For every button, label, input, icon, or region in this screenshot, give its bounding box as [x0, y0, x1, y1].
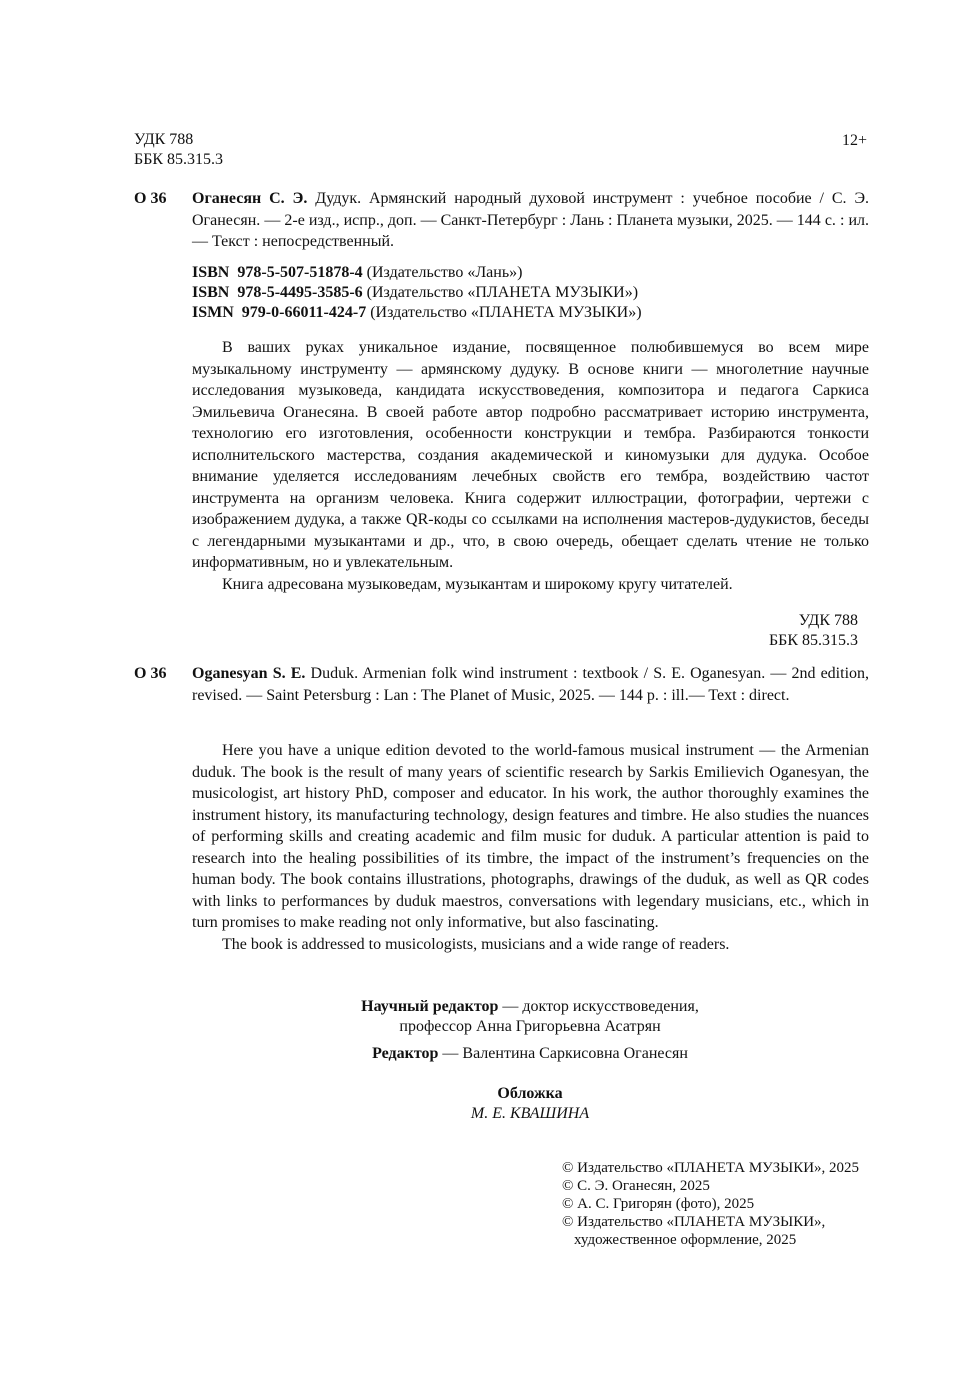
scientific-editor: Научный редактор — доктор искусствоведения,: [361, 998, 699, 1015]
editorial-credits: [330, 997, 730, 1064]
cover-credit: [330, 1084, 730, 1124]
copyright-line: © Издательство «ПЛАНЕТА МУЗЫКИ», 2025: [562, 1160, 860, 1176]
author-name: Оганесян С. Э.: [192, 190, 308, 207]
en-annotation: [192, 740, 869, 955]
udk-code: УДК 788: [134, 131, 194, 148]
copyright-line: © А. С. Григорян (фото), 2025: [562, 1196, 755, 1212]
ru-bibliographic-entry: [134, 188, 869, 253]
udk-code: УДК 788: [798, 612, 858, 629]
age-rating: 12+: [841, 132, 867, 149]
bbk-code: ББК 85.315.3: [134, 151, 224, 168]
annotation-paragraph: Here you have a unique edition devoted to the world-famous musical instrument — the Armenian duduk. The book is the result of many years of scientific research by Sarkis Emilievich Oganesyan, the musicologist, art history PhD, composer and educator. In his work, the author thoroughly examines the instrument history, its manufacturing technology, design features and timbre. He also studies the nuances of performing skills and creating academic and film music for duduk. A particular attention is paid to research into the healing possibilities of its timbre, the impact of the instrument’s frequencies on the human body. The book contains illustrations, photographs, drawings of the duduk, as well as QR codes with links to performances by duduk maestros, conversations with legendary musicians, etc., which in turn promises to make reading not only informative, but also fascinating.: [192, 742, 869, 931]
identifier-line: ISBN 978-5-4495-3585-6 (Издательство «ПЛАНЕТА МУЗЫКИ»): [192, 284, 639, 301]
annotation-paragraph: Книга адресована музыковедам, музыкантам и широкому кругу читателей.: [222, 575, 733, 593]
copyright-line: художественное оформление, 2025: [574, 1232, 797, 1248]
identifier-line: ISBN 978-5-507-51878-4 (Издательство «Лань»): [192, 264, 523, 281]
copyright-block: [562, 1159, 859, 1249]
identifier-list: [192, 263, 642, 323]
bibliographic-description: Дудук. Армянский народный духовой инструмент : учебное пособие / С. Э. Оганесян. — 2-е изд., испр., доп. — Санкт-Петербург : Лань : Планета музыки, 2025. — 144 с. : ил. — Текст : непосредственный.: [192, 190, 870, 250]
scientific-editor-name: профессор Анна Григорьевна Асатрян: [399, 1018, 661, 1035]
bbk-code: ББК 85.315.3: [768, 632, 858, 649]
copyright-line: © С. Э. Оганесян, 2025: [562, 1178, 710, 1194]
header-classification: [134, 130, 223, 170]
cover-label: Обложка: [497, 1085, 563, 1102]
cover-artist: М. Е. КВАШИНА: [470, 1105, 590, 1122]
author-name: Oganesyan S. E.: [192, 665, 306, 682]
copyright-line: © Издательство «ПЛАНЕТА МУЗЫКИ»,: [562, 1214, 826, 1230]
annotation-paragraph: The book is addressed to musicologists, musicians and a wide range of readers.: [222, 935, 730, 953]
identifier-line: ISMN 979-0-66011-424-7 (Издательство «ПЛАНЕТА МУЗЫКИ»): [192, 304, 642, 321]
classification-block: [700, 611, 858, 651]
bibliographic-description: Duduk. Armenian folk wind instrument : textbook / S. E. Oganesyan. — 2nd edition, revised. — Saint Petersburg : Lan : The Planet of Music, 2025. — 144 p. : ill.— Text : direct.: [192, 665, 870, 704]
author-code: О 36: [134, 190, 167, 207]
ru-annotation: [192, 337, 869, 595]
en-bibliographic-entry: [134, 663, 869, 706]
annotation-paragraph: В ваших руках уникальное издание, посвященное полюбившемуся во всем мире музыкальному инструменту — армянскому дудуку. В основе книги — многолетние научные исследования музыковеда, кандидата искусствоведения, композитора и педагога Саркиса Эмильевича Оганесяна. В своей работе автор подробно рассматривает историю инструмента, технологию его изготовления, особенности конструкции и тембра. Разбираются тонкости исполнительского мастерства, создания академической и киномузыки для дудука. Особое внимание уделяется исследованиям лечебных свойств его тембра, воздействию частот инструмента на организм человека. Книга содержит иллюстрации, фотографии, чертежи с изображением дудука, а также QR-коды со ссылками на исполнения мастеров-дудукистов, беседы с легендарными музыкантами и др., что, в свою очередь, обещает сделать чтение не только информативным, но и увлекательным.: [192, 339, 869, 571]
author-code: О 36: [134, 665, 167, 682]
editor: Редактор — Валентина Саркисовна Оганесян: [372, 1045, 688, 1062]
